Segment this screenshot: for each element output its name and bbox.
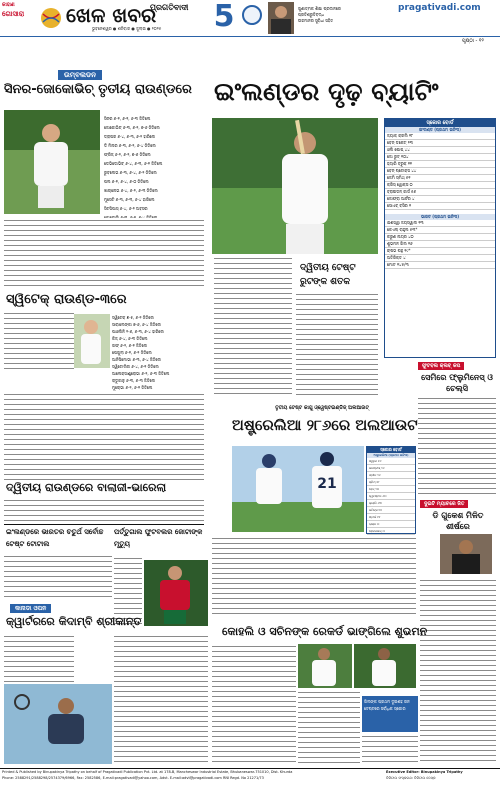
result-item: ଡି ମିନାର ୬-୩, ୬-୨, ୬-୪ ଜିତିଲେ	[104, 143, 156, 148]
gill-body-right	[298, 690, 360, 766]
paper-name: ପ୍ରଗତିବାଦୀ	[150, 3, 189, 12]
england-body-right	[296, 292, 378, 396]
promo-line-3: ଉଚ୍ଚମାନର ସୁବିଧା ସହିତ	[298, 18, 334, 23]
second-test-label: ଦ୍ୱିତୀୟ ଟେଷ୍ଟ	[300, 263, 356, 273]
promo-line-2: ପ୍ରତିଶ୍ରୁତିବଦ୍ଧ	[298, 12, 324, 17]
root-century: ରୁଟଙ୍କ ଶତକ	[300, 277, 351, 287]
result-item: ସିଟସିପାସ୍ ୬-୪, ୬-୨ ଅବସର	[104, 206, 148, 211]
scoreboard	[384, 118, 496, 358]
score-row: କରୁଣ ନାୟର ୪୦	[385, 234, 495, 241]
scoreboard-team-1: ଇଂଲଣ୍ଡ (ପ୍ରଥମ ଇନିଂସ)	[385, 127, 495, 133]
section-title: ଖେଳ ଖବର	[66, 3, 157, 27]
result-item: ଖାଚାନୋଭ ୬-୪, ୬-୨, ୬-୩ ଜିତିଲେ	[104, 188, 158, 193]
score-row: ବେନ୍ ଡକେଟ୍ ୨୩	[385, 140, 495, 147]
australia-score-team: ଅଷ୍ଟ୍ରେଲିଆ (ପ୍ରଥମ ଇନିଂସ)	[367, 453, 415, 458]
score-row: ଋଷଭ ପନ୍ଥ ୧୯*	[385, 248, 495, 255]
score-row: କ୍ୟାରି ୬୩	[367, 500, 415, 507]
score-row: ଅତିରିକ୍ତ ୪	[385, 255, 495, 262]
score-row: ଓଲି ପୋପ୍ ୪୪	[385, 147, 495, 154]
score-row: ଜୋ ରୁଟ୍ ୧୦୪	[385, 154, 495, 161]
england-body-left	[214, 256, 292, 396]
gill-body-left	[212, 644, 296, 766]
result-item: ଫ୍ରିଜ୍ ୬-୨, ୬-୨, ୭-୬ ଜିତିଲେ	[104, 152, 151, 157]
brand-logo: ଗୋସାରା	[2, 10, 25, 18]
result-item: ଡେଭିଡୋଭିଚ୍ ୬-୪, ୬-୩, ୬-୧ ଜିତିଲେ	[104, 161, 163, 166]
club-cup-tag: ଫୁଟବଲ କ୍ଲବ୍ କପ	[418, 362, 464, 370]
england-headline: ଇଂଲଣ୍ଡର ଦୃଢ଼ ବ୍ୟାଟିଂ	[214, 77, 439, 106]
tennis-results-2	[112, 314, 204, 392]
score-row: ସୋଏବ୍ ବସିର ୧	[385, 203, 495, 210]
score-row: ଖ୍ୱାଜା ୧୬	[367, 458, 415, 465]
tennis-section-label: ଉମ୍ବଲଡନ	[58, 70, 102, 80]
promo-person-photo	[268, 2, 294, 34]
australia-score-title: ସ୍କୋର ବୋର୍ଡ	[367, 447, 415, 453]
date-line: ଭୁବନେଶ୍ୱର ● ଶନିବାର ● ଜୁଲାଇ ● ୨୦୨୫	[92, 26, 162, 31]
brand-logo-block	[2, 2, 40, 32]
jota-photo	[144, 560, 208, 626]
masthead	[0, 0, 500, 44]
footer-editor: Executive Editor: Binupakinya Tripathy	[386, 770, 463, 774]
badminton-body-2	[114, 634, 208, 764]
balaji-story-body	[4, 498, 204, 522]
tennis-story-body	[4, 218, 204, 288]
score-row: କନଷ୍ଟାସ୍ ୨୬	[367, 465, 415, 472]
tennis-headline: ସିନର-ଜୋକୋଭିଚ୍ ତୃତୀୟ ରାଉଣ୍ଡରେ	[4, 82, 192, 97]
score-row: ମୋଟ ୧୪୫/୩	[385, 262, 495, 269]
score-row: କ୍ରିସ୍ ୱୋକ୍ସ ୦	[385, 182, 495, 189]
gukesh-body	[420, 578, 496, 762]
result-item: ଜୋକୋଭିଚ୍ ୬-୩, ୬-୨, ୭-୬ ଜିତିଲେ	[104, 125, 160, 130]
gukesh-tag: ଦୁଇଟି ମ୍ୟାଚରେ ଜିତ	[420, 500, 468, 508]
result-item: ସ୍ୱିଟେକ୍ ୭-୫, ୬-୨ ଜିତିଲେ	[112, 315, 154, 320]
website[interactable]: pragativadi.com	[398, 3, 481, 13]
footer	[2, 770, 498, 788]
australia-body	[212, 536, 416, 618]
balaji-headline: ଦ୍ୱିତୀୟ ରାଉଣ୍ଡରେ ବାଲାଜୀ-ଭାରେଲା	[6, 481, 167, 494]
footer-printed-by: Printed & Published by Binupakinya Tripathy on behalf of Pragativadi Publication Pvt. Ltd. at 178-B, Mancheswar Industrial Estate, Bhubaneswar-751010, Dist. Khurda	[2, 770, 293, 774]
result-item: ପେଗୁଲା ୬-୧, ୬-୨ ଜିତିଲେ	[112, 350, 152, 355]
scoreboard-team-2: ଭାରତ (ପ୍ରଥମ ଇନିଂସ)	[385, 214, 495, 220]
gukesh-headline: ଡି ଗୁକେଶ ମିଳିତ ଶୀର୍ଷରେ	[432, 511, 484, 531]
score-row: ଶୁଭମନ ଗିଲ ୧୬	[385, 241, 495, 248]
result-item: ରାଡୁକାନୁ ୬-୩, ୬-୩ ଜିତିଲେ	[112, 378, 156, 383]
swiatek-photo	[74, 314, 110, 368]
brand-top: କାହାଣ	[2, 2, 15, 8]
result-item: ମୁଚୋଭା ୬-୨, ୬-୧ ଜିତିଲେ	[112, 385, 153, 390]
score-row: ୱେବଷ୍ଟର ୬୦	[367, 493, 415, 500]
score-row: କମିନ୍ସ ୧୪	[367, 507, 415, 514]
score-row: ଜେମି ସ୍ମିଥ୍ ୫୧	[385, 175, 495, 182]
score-row: ହେଜଲଉଡ୍ ୦	[367, 528, 415, 535]
score-row: ବେନ୍ ଷ୍ଟୋକ୍ସ ୪୪	[385, 168, 495, 175]
australia-photo	[232, 446, 364, 532]
result-item: ଆନିସିମୋଭା ୬-୩, ୬-୪ ଜିତିଲେ	[112, 357, 162, 362]
player-number: 21	[317, 476, 337, 492]
scoreboard-title: ସ୍କୋର ବୋର୍ଡ	[385, 119, 495, 127]
root-photo	[212, 118, 378, 254]
masthead-rule	[0, 36, 500, 37]
badminton-body	[4, 634, 74, 682]
score-row: ଜୋଫ୍ରା ଆର୍ଚର ୪	[385, 196, 495, 203]
result-item: କିଜ୍ ୬-୪, ୬-୩ ଜିତିଲେ	[112, 336, 148, 341]
score-row: ଯଶସ୍ୱୀ ଜୟସ୍ୱାଲ ୧୩	[385, 220, 495, 227]
footer-phone: Phone: 2588291/2588298/2574379/6966, Fax: 2582586, E-mail:pragativadi@yahoo.com, Advt. E-mail:advt@pragativadi.com RNI Regd. No 21271/73	[2, 776, 264, 780]
result-item: ମୁସେଟି ୬-୩, ୬-୩, ୬-୪ ହାରିଲେ	[104, 197, 155, 202]
emblem-icon	[242, 5, 262, 25]
page-label: ପୃଷ୍ଠା - ୧୨	[462, 38, 484, 44]
score-row: ହେଡ୍ ୨୦	[367, 486, 415, 493]
gill-photo-2	[354, 644, 416, 688]
swiatek-story-body	[4, 311, 74, 369]
swiatek-headline: ସ୍ୱିଟେକ୍ ରାଉଣ୍ଡ-୩ରେ	[6, 292, 127, 307]
gill-body-right-2	[362, 734, 418, 766]
sinner-photo	[4, 110, 100, 214]
football-headline: ପର୍ତ୍ତୁଗାଲ ଫୁଟବଲର ଜୋଟାଙ୍କ ମୃତ୍ୟୁ	[114, 528, 203, 548]
highlight-line-2: ଟେଷ୍ଟରେ ସର୍ବାଧିକ ସ୍କୋର	[364, 706, 406, 711]
australia-scoreboard	[366, 446, 416, 534]
score-row: ଲାୟନ ୦	[367, 521, 415, 528]
badminton-section-label: କାନାଡା ଓପନ	[10, 604, 51, 613]
club-cup-headline: ସେମିରେ ଫ୍ଲୁମିନେସ୍ ଓ ଚେଲ୍ସି	[421, 373, 493, 393]
result-item: ପାଓଲିନି ୨-୬, ୬-୩, ୬-୪ ହାରିଲେ	[112, 329, 164, 334]
score-row: ଷ୍ଟାର୍କ ୧୧	[367, 514, 415, 521]
result-item: ଗଫ୍ ୬-୨, ୬-୧ ଜିତିଲେ	[112, 343, 148, 348]
promo-line-1: ଗୁଣାତ୍ମକ ଶିକ୍ଷା ପ୍ରଦାନରେ	[298, 6, 341, 11]
australia-headline: ଅଷ୍ଟ୍ରେଲିଆ ୨୮୬ରେ ଅଲଆଉଟ	[232, 416, 418, 434]
footer-editor-2: ଡିଜିଟାଲ ସଂସ୍କରଣ: ଡିଜିଟାଲ ଡେସ୍କ	[386, 776, 436, 780]
score-row: ଗ୍ରୀନ ୨୬	[367, 472, 415, 479]
divider	[4, 524, 204, 525]
australia-banner: ତୃତୀୟ ଟେଷ୍ଟ କାଗୁ ଓ୍ୱେଷ୍ଟଇଣ୍ଡିଜ୍ ଅଲଆଉଟ୍	[275, 405, 369, 411]
score-row: କେଏଲ୍ ରାହୁଲ ୫୩*	[385, 227, 495, 234]
result-item: ଆଲେକ୍ସାଣ୍ଡ୍ରୋଭା ୬-୨, ୬-୩ ଜିତିଲେ	[112, 371, 170, 376]
score-row: ଜ୍ୟାକ୍ କ୍ରଲି ୧୮	[385, 133, 495, 140]
anniversary-logo	[209, 0, 239, 34]
badminton-headline: କ୍ୱାର୍ଟରରେ କିଦାମ୍ବି ଶ୍ରୀକାନ୍ତ	[6, 615, 142, 628]
india-test-headline: ଇଂଲଣ୍ଡରେ ଭାରତର ଚତୁର୍ଥ ସର୍ବୋଚ୍ଚ ଟେଷ୍ଟ ଟୋଟାଲ	[6, 528, 104, 548]
result-item: ଡ୍ରାପର ୬-୪, ୬-୩, ୬-୨ ହାରିଲେ	[104, 134, 156, 139]
gill-headline: କୋହଲି ଓ ସଚିନଙ୍କ ରେକର୍ଡ ଭାଙ୍ଗିଲେ ଶୁଭମନ	[222, 625, 428, 638]
club-cup-body	[418, 396, 496, 496]
srikanth-photo	[4, 684, 112, 764]
india-test-body	[4, 554, 112, 598]
result-item: ସିନର ୬-୧, ୬-୧, ୬-୩ ଜିତିଲେ	[104, 116, 151, 121]
result-item: ପଲ ୬-୧, ୬-୪, ୬-୦ ଜିତିଲେ	[104, 179, 149, 184]
score-row: ହ୍ୟାରି ବ୍ରୁକ୍ ୧୧	[385, 161, 495, 168]
gill-photo	[298, 644, 352, 688]
promo-text	[298, 6, 378, 32]
highlight-line-1: ଗିଲଙ୍କ ପ୍ରଥମ ଦୁଇଶହ ରନ	[364, 699, 410, 704]
result-item: ସ୍ୱିଟୋଲିନା ୬-୪, ୬-୧ ଜିତିଲେ	[112, 364, 159, 369]
footer-rule	[0, 768, 500, 769]
ball-icon	[38, 6, 64, 30]
gukesh-photo	[440, 534, 492, 574]
gill-highlight-box	[362, 696, 418, 732]
score-row: ବ୍ରାଇଡନ୍ କାର୍ସ ୫୬	[385, 189, 495, 196]
swiatek-story-body-2	[4, 392, 204, 482]
anniversary-number: 5	[213, 0, 235, 34]
result-item: ସାବାଲେଙ୍କା ୭-୬, ୬-୪ ଜିତିଲେ	[112, 322, 161, 327]
score-row: ସ୍ମିଥ୍ ୪୮	[367, 479, 415, 486]
result-item: ରୁବଲେଭ ୬-୩, ୬-୪, ୬-୨ ଜିତିଲେ	[104, 170, 157, 175]
